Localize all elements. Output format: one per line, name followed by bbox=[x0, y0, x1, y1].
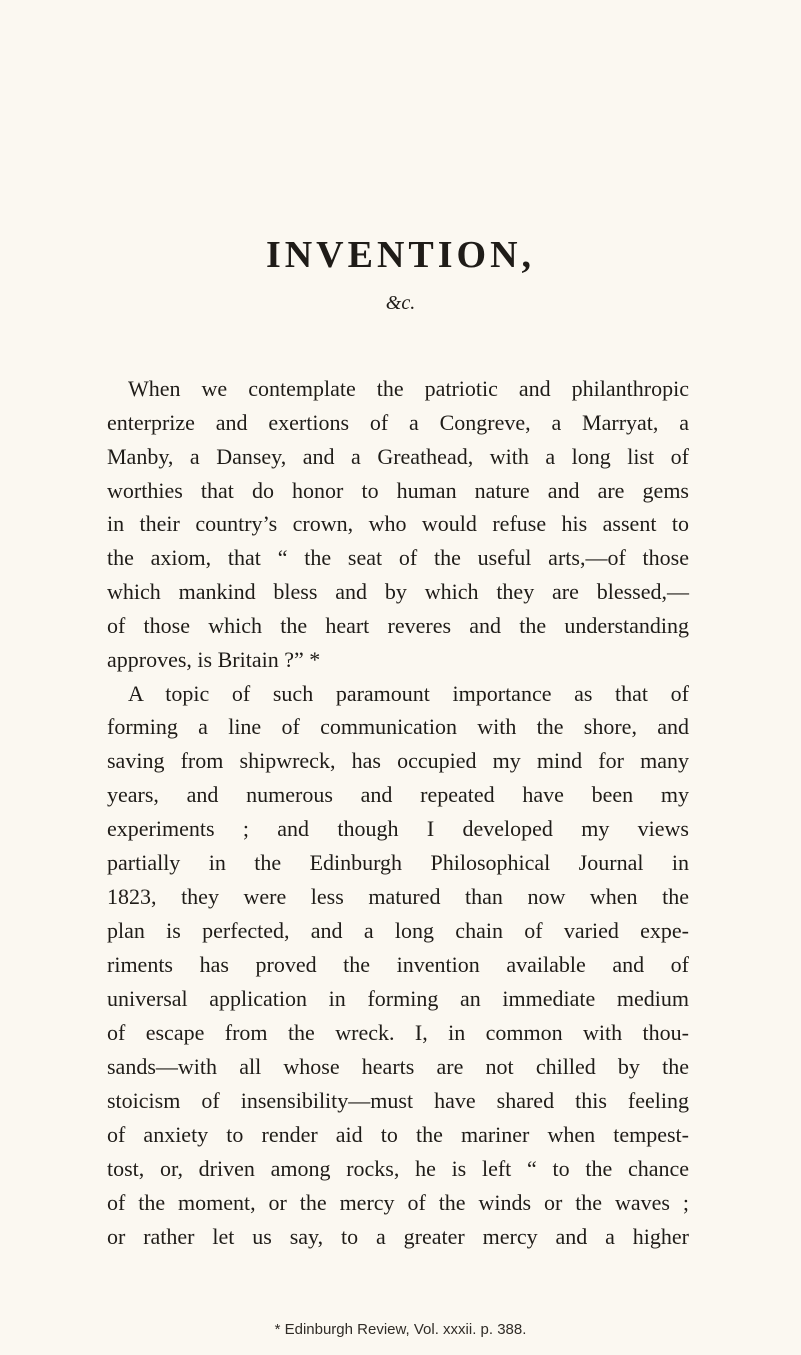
text-line: When we contemplate the patriotic and philanthropic bbox=[128, 376, 689, 401]
page-title: INVENTION, bbox=[265, 234, 536, 276]
text-line: riments has proved the invention available and of bbox=[107, 952, 689, 977]
text-line: experiments ; and though I developed my views bbox=[107, 816, 689, 841]
text-line: in their country’s crown, who would refuse his assent to bbox=[107, 511, 689, 536]
text-line: of those which the heart reveres and the understanding bbox=[107, 613, 689, 638]
page-subtitle: &c. bbox=[385, 292, 416, 314]
text-line: years, and numerous and repeated have been my bbox=[107, 782, 689, 807]
text-line: of anxiety to render aid to the mariner when tempest- bbox=[107, 1122, 689, 1147]
text-line: universal application in forming an immediate medium bbox=[107, 986, 689, 1011]
text-line-content: approves, is Britain ?” * bbox=[107, 647, 321, 672]
text-line: tost, or, driven among rocks, he is left “ to the chance bbox=[107, 1156, 689, 1181]
text-line: stoicism of insensibility—must have shared this feeling bbox=[107, 1088, 689, 1113]
text-line: forming a line of communication with the shore, and bbox=[107, 714, 689, 739]
text-line: A topic of such paramount importance as that of bbox=[128, 681, 689, 706]
text-line: enterprize and exertions of a Congreve, a Marryat, a bbox=[107, 410, 689, 435]
text-line: of the moment, or the mercy of the winds or the waves ; bbox=[107, 1190, 689, 1215]
text-line: partially in the Edinburgh Philosophical Journal in bbox=[107, 850, 689, 875]
text-line: of escape from the wreck. I, in common with thou- bbox=[107, 1020, 689, 1045]
text-line: saving from shipwreck, has occupied my mind for many bbox=[107, 748, 689, 773]
text-line: which mankind bless and by which they are blessed,— bbox=[107, 579, 689, 604]
text-line: Manby, a Dansey, and a Greathead, with a long list of bbox=[107, 444, 689, 469]
text-line: the axiom, that “ the seat of the useful arts,—of those bbox=[107, 545, 689, 570]
text-line: plan is perfected, and a long chain of varied expe- bbox=[107, 918, 689, 943]
text-line bbox=[107, 649, 689, 671]
text-line: worthies that do honor to human nature and are gems bbox=[107, 478, 689, 503]
footnote: * Edinburgh Review, Vol. xxxii. p. 388. bbox=[274, 1321, 527, 1338]
text-line: 1823, they were less matured than now when the bbox=[107, 884, 689, 909]
text-line: sands—with all whose hearts are not chilled by the bbox=[107, 1054, 689, 1079]
text-line: or rather let us say, to a greater mercy and a higher bbox=[107, 1224, 689, 1249]
